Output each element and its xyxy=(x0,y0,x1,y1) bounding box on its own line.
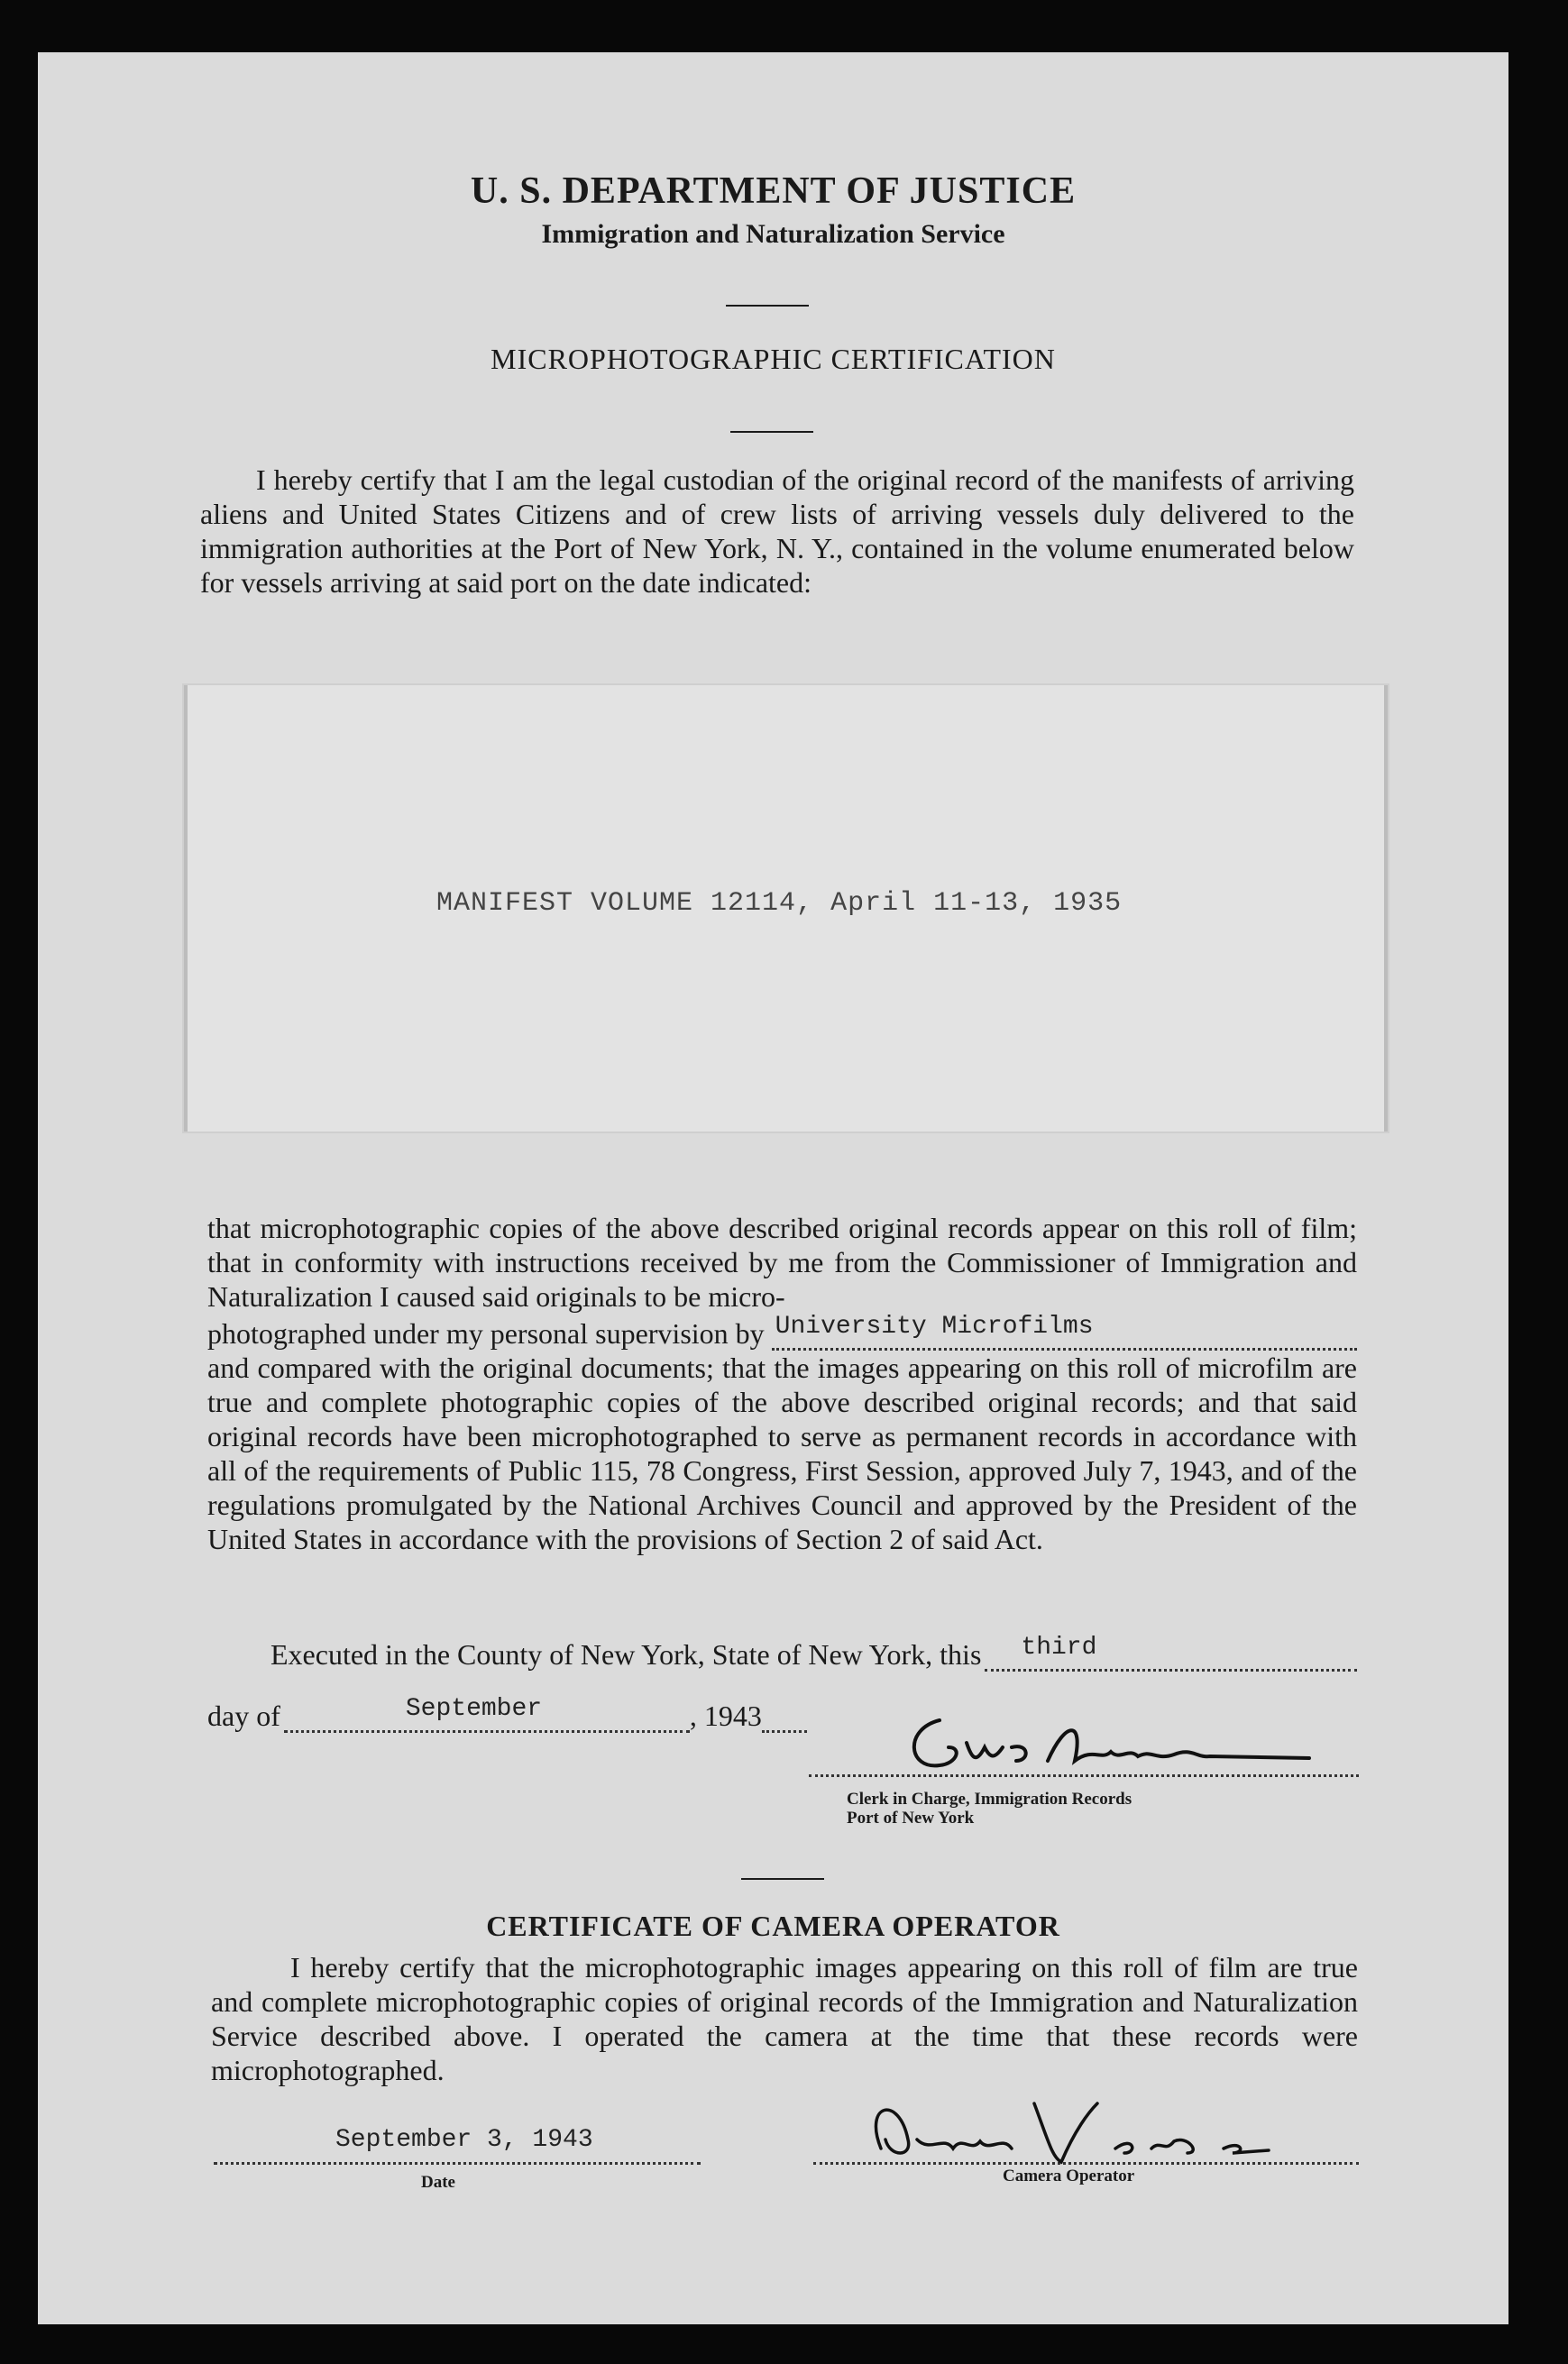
camera-operator-label: Camera Operator xyxy=(1003,2167,1135,2185)
clerk-title-line-2: Port of New York xyxy=(847,1809,975,1828)
camera-date-value: September 3, 1943 xyxy=(335,2126,593,2154)
department-title: U. S. DEPARTMENT OF JUSTICE xyxy=(470,170,1077,212)
day-of-label: day of xyxy=(207,1700,280,1732)
day-field xyxy=(985,1635,1357,1672)
month-field xyxy=(284,1696,690,1733)
divider-upper xyxy=(730,431,813,433)
divider-lower xyxy=(741,1878,824,1880)
camera-date-label: Date xyxy=(421,2173,455,2192)
year-dots xyxy=(762,1696,807,1733)
clerk-title xyxy=(847,1790,1132,1828)
month-value: September xyxy=(405,1695,543,1723)
operator-signature xyxy=(845,2085,1332,2176)
year-text: , 1943 xyxy=(689,1700,762,1732)
body-line-1: that microphotographic copies of the above described original records appear on this roll of film; that in conformity with instructions received by me from the Commissioner of Immigration and Naturalization I caused said originals to be micro- xyxy=(207,1212,1357,1313)
executed-line xyxy=(271,1635,1357,1672)
supervision-line xyxy=(207,1314,1357,1351)
camera-paragraph: I hereby certify that the microphotographic images appearing on this roll of film are true and complete microphotographic copies of original records of the Immigration and Naturalization Service described above. I operated the camera at the time that these records were microphotographed. xyxy=(211,1951,1358,2086)
date-signature-line xyxy=(214,2162,701,2165)
clerk-signature xyxy=(885,1693,1336,1783)
volume-label: MANIFEST VOLUME 12114, April 11-13, 1935 xyxy=(436,888,1123,919)
day-value: third xyxy=(1021,1634,1097,1662)
executed-prefix: Executed in the County of New York, State of New York, this xyxy=(271,1638,982,1671)
body-rest: and compared with the original documents; that the images appearing on this roll of microfilm are true and complete photographic copies of the above described original records; and that said original records have been microphotographed to serve as permanent records in accordance with all of the requirements of Public 115, 78 Congress, First Session, approved July 7, 1943, and of the regulations promulgated by the National Archives Council and approved by the President of the United States in accordance with the provisions of Section 2 of said Act. xyxy=(207,1352,1357,1555)
camera-heading: CERTIFICATE OF CAMERA OPERATOR xyxy=(486,1910,1060,1942)
form-title: MICROPHOTOGRAPHIC CERTIFICATION xyxy=(491,343,1056,375)
volume-label-box xyxy=(182,683,1389,1133)
certificate-page xyxy=(38,52,1508,2324)
intro-paragraph: I hereby certify that I am the legal custodian of the original record of the manifests of arriving aliens and United States Citizens and of crew lists of arriving vessels duly delivered to the immigration authorities at the Port of New York, N. Y., contained in the volume enumerated below for vessels arriving at said port on the date indicated: xyxy=(200,463,1354,599)
date-line xyxy=(207,1696,807,1733)
supervision-field xyxy=(772,1314,1357,1351)
divider-top xyxy=(726,305,809,307)
service-subtitle: Immigration and Naturalization Service xyxy=(541,219,1005,249)
supervision-value: University Microfilms xyxy=(775,1313,1094,1341)
certification-body-paragraph xyxy=(207,1211,1357,1556)
clerk-title-line-1: Clerk in Charge, Immigration Records xyxy=(847,1790,1132,1809)
supervision-prefix: photographed under my personal supervision by xyxy=(207,1317,765,1350)
